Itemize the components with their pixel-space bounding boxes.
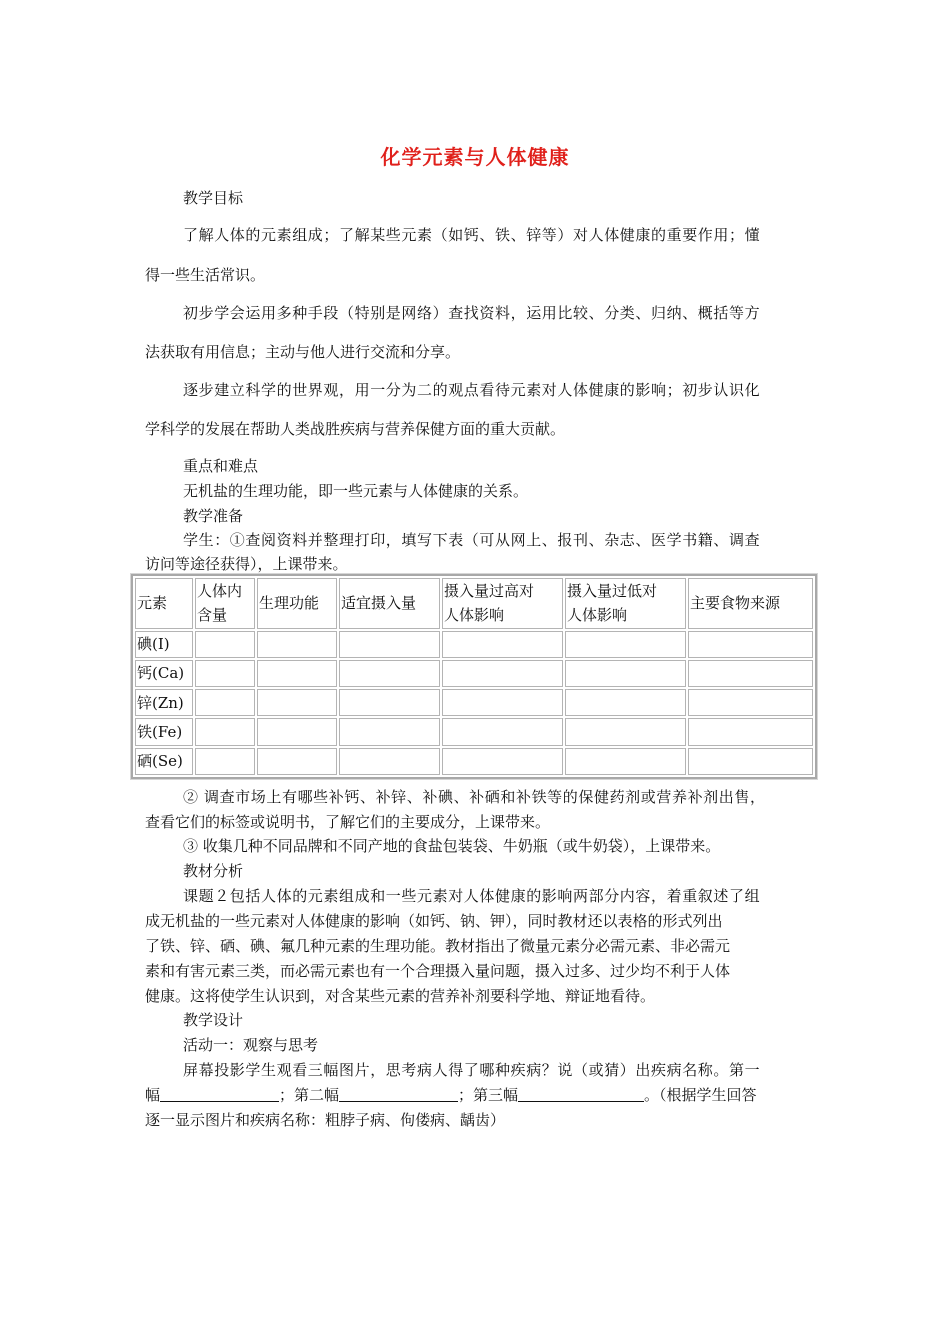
table-row-label: 钙(Ca) [135, 660, 193, 687]
key-text: 无机盐的生理功能，即一些元素与人体健康的关系。 [183, 482, 529, 500]
table-header-cell: 人体内 含量 [195, 578, 255, 629]
prep-3: ③ 收集几种不同品牌和不同产地的食盐包装袋、牛奶瓶（或牛奶袋），上课带来。 [183, 837, 721, 855]
table-cell [442, 718, 563, 745]
table-cell [195, 631, 255, 658]
analysis-line-2: 成无机盐的一些元素对人体健康的影响（如钙、钠、钾），同时教材还以表格的形式列出 [145, 912, 723, 930]
table-cell [688, 660, 813, 687]
table-cell [688, 718, 813, 745]
table-cell [257, 689, 337, 716]
table-cell [565, 748, 686, 775]
table-header-row [135, 578, 813, 629]
analysis-line-5: 健康。这将使学生认识到，对含某些元素的营养补剂要科学地、辩证地看待。 [145, 987, 656, 1005]
table-cell [688, 631, 813, 658]
prep-2-line-1: ② 调查市场上有哪些补钙、补锌、补碘、补硒和补铁等的保健药剂或营养补剂出售， [183, 788, 766, 806]
table-cell [257, 748, 337, 775]
table-cell [442, 631, 563, 658]
goal-1-line-2: 得一些生活常识。 [145, 266, 266, 284]
table-row-label: 硒(Se) [135, 748, 193, 775]
table-cell [339, 689, 440, 716]
activity-1-heading: 活动一：观察与思考 [183, 1036, 319, 1054]
table-header-cell: 生理功能 [257, 578, 337, 629]
table-cell [339, 660, 440, 687]
table-row-label: 锌(Zn) [135, 689, 193, 716]
table-cell [565, 718, 686, 745]
table-cell [442, 660, 563, 687]
analysis-line-4: 素和有害元素三类，而必需元素也有一个合理摄入量问题，摄入过多、过少均不利于人体 [145, 962, 731, 980]
table-cell [257, 718, 337, 745]
table-header-cell: 元素 [135, 578, 193, 629]
goal-2-line-1: 初步学会运用多种手段（特别是网络）查找资料，运用比较、分类、归纳、概括等方 [183, 304, 761, 322]
answer-blank-3[interactable] [518, 1087, 644, 1102]
table-cell [442, 748, 563, 775]
table-cell [195, 660, 255, 687]
table-row-label: 碘(I) [135, 631, 193, 658]
table-cell [565, 689, 686, 716]
fill-label-1: 幅 [145, 1086, 161, 1104]
prep-1-line-2: 访问等途径获得），上课带来。 [145, 555, 348, 573]
table-row [135, 748, 813, 775]
table-header-cell: 摄入量过高对 人体影响 [442, 578, 563, 629]
activity-1-text: 屏幕投影学生观看三幅图片，思考病人得了哪种疾病？说（或猜）出疾病名称。第一 [183, 1061, 761, 1079]
prep-1-line-1: 学生：①查阅资料并整理打印，填写下表（可从网上、报刊、杂志、医学书籍、调查 [183, 531, 761, 549]
table-cell [688, 689, 813, 716]
table-row [135, 660, 813, 687]
table-cell [195, 689, 255, 716]
table-row [135, 718, 813, 745]
table-cell [339, 748, 440, 775]
table-row [135, 689, 813, 716]
table-cell [442, 689, 563, 716]
table-cell [195, 748, 255, 775]
table-cell [565, 631, 686, 658]
table-cell [339, 718, 440, 745]
section-heading-design: 教学设计 [183, 1011, 244, 1029]
document-title: 化学元素与人体健康 [380, 145, 570, 169]
fill-label-2: ；第二幅 [279, 1086, 340, 1104]
table-header-cell: 主要食物来源 [688, 578, 813, 629]
answer-blank-2[interactable] [339, 1087, 458, 1102]
goal-1-line-1: 了解人体的元素组成；了解某些元素（如钙、铁、锌等）对人体健康的重要作用；懂 [183, 226, 761, 244]
section-heading-analysis: 教材分析 [183, 862, 244, 880]
table-row [135, 631, 813, 658]
section-heading-key: 重点和难点 [183, 457, 259, 475]
element-table [131, 574, 817, 779]
analysis-line-3: 了铁、锌、硒、碘、氟几种元素的生理功能。教材指出了微量元素分必需元素、非必需元 [145, 937, 731, 955]
goal-3-line-2: 学科学的发展在帮助人类战胜疾病与营养保健方面的重大贡献。 [145, 420, 566, 438]
fill-label-4: 。（根据学生回答 [644, 1086, 757, 1104]
table-cell [339, 631, 440, 658]
table-row-label: 铁(Fe) [135, 718, 193, 745]
table-cell [195, 718, 255, 745]
goal-2-line-2: 法获取有用信息；主动与他人进行交流和分享。 [145, 343, 461, 361]
table-header-cell: 适宜摄入量 [339, 578, 440, 629]
goal-3-line-1: 逐步建立科学的世界观，用一分为二的观点看待元素对人体健康的影响；初步认识化 [183, 381, 761, 399]
answer-blank-1[interactable] [160, 1087, 279, 1102]
table-cell [257, 660, 337, 687]
section-heading-prep: 教学准备 [183, 507, 244, 525]
fill-label-3: ；第三幅 [458, 1086, 519, 1104]
table-cell [688, 748, 813, 775]
prep-2-line-2: 查看它们的标签或说明书，了解它们的主要成分，上课带来。 [145, 813, 551, 831]
section-heading-goals: 教学目标 [183, 189, 244, 207]
table-cell [257, 631, 337, 658]
analysis-line-1: 课题２包括人体的元素组成和一些元素对人体健康的影响两部分内容，着重叙述了组 [183, 887, 761, 905]
fill-in-line [145, 1084, 757, 1105]
table-cell [565, 660, 686, 687]
table-header-cell: 摄入量过低对 人体影响 [565, 578, 686, 629]
activity-1-end: 逐一显示图片和疾病名称：粗脖子病、佝偻病、龋齿） [145, 1111, 506, 1129]
